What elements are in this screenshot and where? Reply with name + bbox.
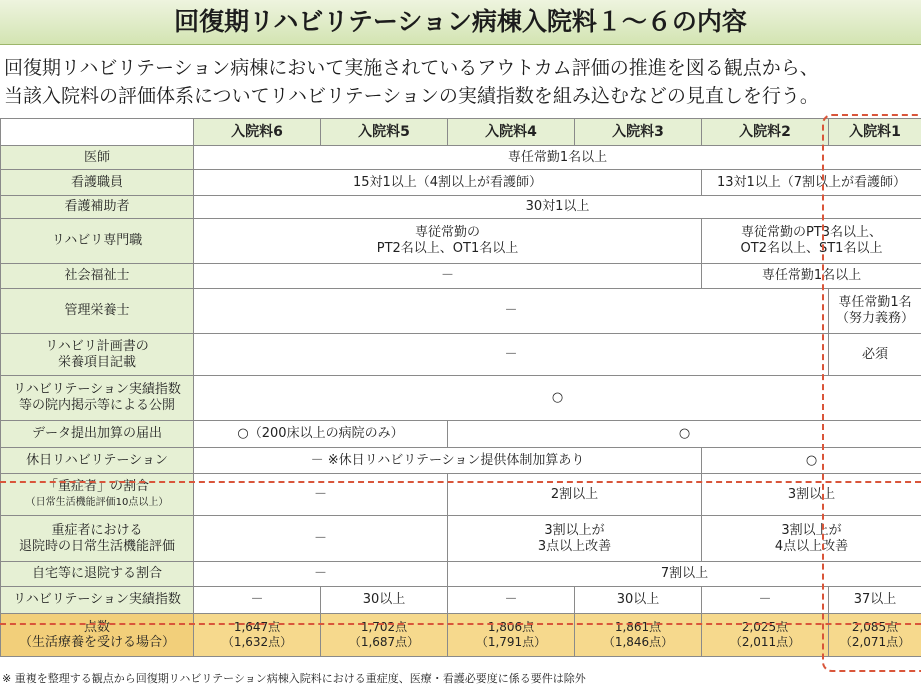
- label-score: [1, 614, 194, 657]
- score-4-meal: （1,791点）: [475, 635, 547, 649]
- severe-value-6to5: －: [194, 474, 448, 516]
- score-2: [702, 614, 829, 657]
- index-value-3: 30以上: [575, 587, 702, 614]
- row-social-worker: [1, 264, 921, 289]
- row-rehab-staff: [1, 219, 921, 264]
- subtitle: [4, 54, 921, 110]
- label-plan-line-b: 栄養項目記載: [57, 354, 136, 370]
- row-score: [1, 614, 921, 657]
- score-6-meal: （1,632点）: [221, 635, 293, 649]
- index-value-1: 37以上: [829, 587, 921, 614]
- index-value-5: 30以上: [321, 587, 448, 614]
- label-data-submit: データ提出加算の届出: [1, 421, 194, 448]
- col-header-2: 入院料2: [702, 119, 829, 146]
- home-value-4to1: 7割以上: [448, 562, 921, 587]
- col-header-3: 入院料3: [575, 119, 702, 146]
- label-score-line-b: （生活療養を受ける場合）: [18, 635, 175, 650]
- score-1-meal: （2,071点）: [839, 635, 911, 649]
- score-3-meal: （1,846点）: [602, 635, 674, 649]
- rehab-staff-value-6to3: [194, 219, 702, 264]
- plan-value-1: 必須: [829, 334, 921, 376]
- requirements-table: [0, 118, 921, 657]
- row-severe-improve: [1, 516, 921, 562]
- rehab-staff2-line-b: OT2名以上、ST1名以上: [740, 241, 883, 256]
- row-doctor: [1, 146, 921, 170]
- label-severe-improve-line-a: 重症者における: [51, 522, 143, 538]
- score-1-points: 2,085点: [851, 620, 899, 634]
- label-publish: [1, 376, 194, 421]
- label-publish-line-a: リハビリテーション実績指数: [13, 382, 181, 397]
- label-index: リハビリテーション実績指数: [1, 587, 194, 614]
- doctor-value: 専任常勤1名以上: [194, 146, 921, 170]
- label-severe-improve: [1, 516, 194, 562]
- label-doctor: 医師: [1, 146, 194, 170]
- label-aide: 看護補助者: [1, 196, 194, 219]
- col-header-4: 入院料4: [448, 119, 575, 146]
- score-2-meal: （2,011点）: [729, 635, 801, 649]
- header-row: [1, 119, 921, 146]
- row-dietitian: [1, 289, 921, 334]
- label-severe: [1, 474, 194, 516]
- holiday-value-2to1: ○: [702, 448, 921, 474]
- label-publish-line-b: 等の院内掲示等による公開: [18, 398, 175, 413]
- plan-value-6to2: －: [194, 334, 829, 376]
- score-5-meal: （1,687点）: [348, 635, 420, 649]
- score-6-points: 1,647点: [233, 620, 281, 634]
- subtitle-line-2: 当該入院料の評価体系についてリハビリテーションの実績指数を組み込むなどの見直しを行う。: [4, 85, 819, 107]
- row-index: [1, 587, 921, 614]
- rehab-staff2-line-a: 専従常勤のPT3名以上、: [740, 225, 883, 240]
- dietitian-line-b: （努力義務）: [835, 311, 914, 326]
- score-5: [321, 614, 448, 657]
- severe-improve-4to3-line-b: 3点以上改善: [537, 538, 612, 554]
- col-header-5: 入院料5: [321, 119, 448, 146]
- row-home: [1, 562, 921, 587]
- dietitian-line-a: 専任常勤1名: [838, 295, 912, 310]
- header-blank: [1, 119, 194, 146]
- divider-dashed-bottom: [0, 623, 921, 625]
- row-severe: [1, 474, 921, 516]
- row-aide: [1, 196, 921, 219]
- severe-value-2to1: 3割以上: [702, 474, 921, 516]
- page-title: 回復期リハビリテーション病棟入院料１～６の内容: [0, 0, 921, 45]
- row-plan: [1, 334, 921, 376]
- dietitian-value-6to2: －: [194, 289, 829, 334]
- severe-improve-value-4to3: [448, 516, 702, 562]
- highlight-box-col1: [822, 114, 921, 672]
- subtitle-line-1: 回復期リハビリテーション病棟において実施されているアウトカム評価の推進を図る観点から、: [4, 57, 819, 79]
- divider-dashed-top: [0, 481, 921, 483]
- col-header-6: 入院料6: [194, 119, 321, 146]
- severe-improve-value-6to5: －: [194, 516, 448, 562]
- nurse-value-6to3: 15対1以上（4割以上が看護師）: [194, 170, 702, 196]
- label-nurse: 看護職員: [1, 170, 194, 196]
- label-severe-improve-line-b: 退院時の日常生活機能評価: [18, 538, 175, 554]
- rehab-staff-line-b: PT2名以上、OT1名以上: [376, 241, 519, 256]
- holiday-value-6to3: － ※休日リハビリテーション提供体制加算あり: [194, 448, 702, 474]
- score-3-points: 1,861点: [614, 620, 662, 634]
- publish-value: ○: [194, 376, 921, 421]
- label-severe-line-a: 「重症者」の割合: [44, 478, 149, 494]
- severe-improve-4to3-line-a: 3割以上が: [544, 522, 605, 538]
- label-plan: [1, 334, 194, 376]
- aide-value: 30対1以上: [194, 196, 921, 219]
- row-publish: [1, 376, 921, 421]
- severe-improve-2to1-line-a: 3割以上が: [781, 522, 842, 538]
- label-social-worker: 社会福祉士: [1, 264, 194, 289]
- index-value-4: －: [448, 587, 575, 614]
- social-worker-value-2to1: 専任常勤1名以上: [702, 264, 921, 289]
- label-score-line-a: 点数: [83, 620, 110, 635]
- index-value-6: －: [194, 587, 321, 614]
- footnote: ※ 重複を整理する観点から回復期リハビリテーション病棟入院料における重症度、医療・看護必要度に係る要件は除外: [2, 672, 586, 685]
- score-6: [194, 614, 321, 657]
- row-holiday: [1, 448, 921, 474]
- label-severe-line-b: （日常生活機能評価10点以上）: [25, 496, 169, 508]
- score-5-points: 1,702点: [360, 620, 408, 634]
- social-worker-value-6to3: －: [194, 264, 702, 289]
- index-value-2: －: [702, 587, 829, 614]
- rehab-staff-line-a: 専従常勤の: [414, 225, 480, 240]
- severe-value-4to3: 2割以上: [448, 474, 702, 516]
- label-plan-line-a: リハビリ計画書の: [45, 338, 149, 354]
- data-submit-value-4to1: ○: [448, 421, 921, 448]
- label-holiday: 休日リハビリテーション: [1, 448, 194, 474]
- row-nurse: [1, 170, 921, 196]
- score-3: [575, 614, 702, 657]
- nurse-value-2to1: 13対1以上（7割以上が看護師）: [702, 170, 921, 196]
- score-4-points: 1,806点: [487, 620, 535, 634]
- home-value-6to5: －: [194, 562, 448, 587]
- label-rehab-staff: リハビリ専門職: [1, 219, 194, 264]
- col-header-1: 入院料1: [829, 119, 921, 146]
- label-dietitian: 管理栄養士: [1, 289, 194, 334]
- score-4: [448, 614, 575, 657]
- data-submit-value-6to5: ○（200床以上の病院のみ）: [194, 421, 448, 448]
- score-2-points: 2,025点: [741, 620, 789, 634]
- severe-improve-2to1-line-b: 4点以上改善: [774, 538, 849, 554]
- row-data-submit: [1, 421, 921, 448]
- label-home: 自宅等に退院する割合: [1, 562, 194, 587]
